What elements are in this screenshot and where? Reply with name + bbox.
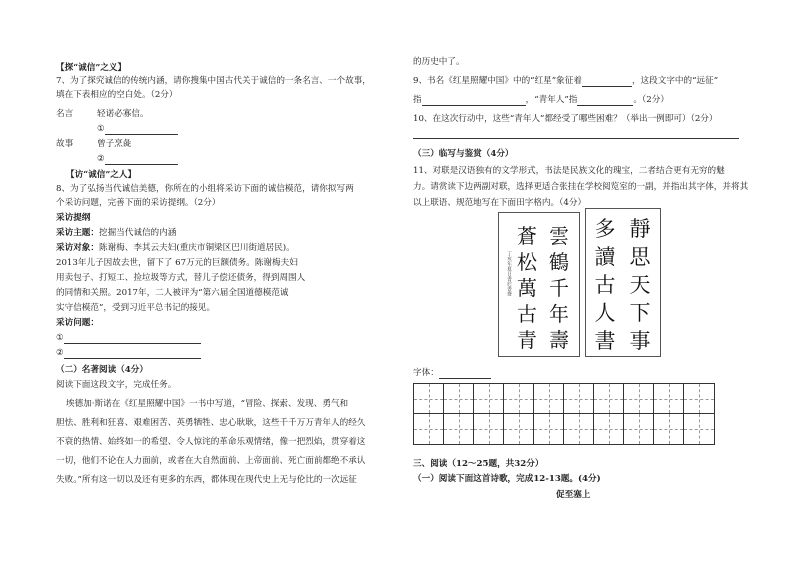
passage-line5: 失败。”所有这一切以及还有更多的东西，都体现在现代史上无与伦比的一次远征 [56,475,357,485]
couplet1_left-char: 蒼 [517,224,537,248]
story-line1: 2013年儿子因故去世，留下了 67万元的巨额债务。陈谢梅夫妇 [56,258,298,268]
tianzige-cell[interactable] [654,384,684,414]
couplet1_right-char: 鶴 [549,250,569,274]
mingyan-answer-field[interactable] [97,123,178,135]
section-fang-heading: 【访“诚信”之人】 [66,170,137,180]
q10-answer-line[interactable] [413,138,739,139]
couplet1_left-char: 青 [517,328,537,352]
tianzige-guide-horizontal [654,429,683,430]
passage-line6: 的历史中了。 [413,57,465,67]
tianzige-guide-horizontal [474,399,503,400]
passage-line1: 埃德加·斯诺在《红星照耀中国》一书中写道，“冒险、探索、发现、勇气和 [66,399,349,409]
couplet2_left-char: 讀 [594,245,616,269]
tianzige-guide-horizontal [594,429,623,430]
tianzige-cell[interactable] [594,384,624,414]
tianzige-cell[interactable] [414,414,444,444]
tianzige-guide-horizontal [534,429,563,430]
couplet2_left-char: 古 [594,273,616,297]
tianzige-guide-horizontal [414,429,443,430]
couplet-one-left-line [513,223,541,353]
tianzige-cell[interactable] [624,414,654,444]
couplet2_right-char: 靜 [629,217,651,241]
couplet2_left-char: 書 [594,329,616,353]
tianzige-cell[interactable] [474,384,504,414]
passage-line3: 不衰的热情、始终如一的希望、令人惊诧的革命乐观情绪，像一把烈焰，贯穿着这 [56,437,366,447]
goal-label: 采访主题： [56,228,99,238]
mingyan-text: 轻诺必寡信。 [97,109,149,119]
q8-line1: 8、为了弘扬当代诚信美德，你所在的小组将采访下面的诚信模范，请你拟写两 [56,184,354,194]
question-circle-one: ① [56,333,64,343]
tianzige-cell[interactable] [444,414,474,444]
couplet-two-left-line [589,215,621,355]
tianzige-guide-horizontal [684,429,714,430]
q9-part-b: ，这段文字中的“远征” [631,76,719,86]
q9-blank-1[interactable] [582,77,632,87]
tianzige-cell[interactable] [564,384,594,414]
section-cx-heading: 【探“诚信”之义】 [56,63,127,73]
tianzige-guide-horizontal [504,429,533,430]
couplet1_right-char: 壽 [549,328,569,352]
couplet2_right-char: 天 [629,273,651,297]
section2-instruction: 阅读下面这段文字，完成任务。 [56,380,177,390]
tianzige-cell[interactable] [504,414,534,444]
reading-section-title: 三、阅读（12～25题，共32分） [413,459,544,469]
tianzige-guide-horizontal [504,399,533,400]
couplet1_left-char: 萬 [517,276,537,300]
couplet2_right-char: 思 [629,245,651,269]
q9-blank-3[interactable] [577,96,633,106]
couplet2_left-char: 人 [594,301,616,325]
section2-title: （二）名著阅读（4分） [56,365,148,375]
object-text: 陈谢梅、李其云夫妇(重庆市铜梁区巴川街道居民)。 [98,243,295,253]
couplet-two-right-line [624,215,656,355]
q9-part-a: 9、书名《红星照耀中国》中的“红星”象征着 [413,76,582,86]
poem-title: 促至塞上 [556,490,591,500]
tianzige-cell[interactable] [534,384,564,414]
tianzige-guide-horizontal [444,399,473,400]
couplet2_right-char: 下 [629,301,651,325]
font-answer-blank[interactable] [439,369,491,379]
passage-line2: 胆怯、胜利和狂喜、艰难困苦、英勇牺牲、忠心耿耿，这些千千万万青年人的经久 [56,418,366,428]
outline-title: 采访提纲 [56,213,91,223]
circle-two: ② [97,154,105,164]
couplet-one-frame [498,212,580,357]
tianzige-cell[interactable] [534,414,564,444]
font-label: 字体： [413,368,439,378]
q9-line2 [413,94,669,106]
q7-line1: 7、为了探究诚信的传统内涵，请你搜集中国古代关于诚信的一条名言、一个故事， [56,76,371,86]
tianzige-cell[interactable] [624,384,654,414]
couplet1_right-char: 千 [549,276,569,300]
tianzige-cell[interactable] [444,384,474,414]
couplet2_right-char: 事 [629,329,651,353]
couplet1_left-char: 松 [517,250,537,274]
story-line2: 用卖包子、打短工、捡垃圾等方式，替儿子偿还债务，得到周围人 [56,273,306,283]
tianzige-guide-horizontal [414,399,443,400]
tianzige-cell[interactable] [414,384,444,414]
passage-line4: 一切，他们不论在人力面前，或者在大自然面前、上帝面前、死亡面前都绝不承认 [56,456,366,466]
q9-line1 [413,75,718,87]
q10-text: 10、在这次行动中，这些“青年人”都经受了哪些困难？（举出一例即可）（2分） [413,114,718,124]
tianzige-guide-horizontal [684,399,714,400]
couplet-one-right-line [545,223,573,353]
reading-subsection-title: （一）阅读下面这首诗歌，完成12-13题。(4分) [413,474,601,484]
tianzige-cell[interactable] [594,414,624,444]
question-field-2[interactable] [56,347,201,359]
font-row [413,367,491,379]
tianzige-cell[interactable] [504,384,534,414]
couplet-one-seal: 丁亥年夏日書於書齋 [506,251,512,296]
object-label: 采访对象： [56,243,99,253]
q11-line2: 力。请赏读下边两副对联，选择更适合张挂在学校阅览室的一副，并指出其字体，并将其 [413,182,749,192]
q11-line3: 以上联语、规范地写在下面田字格内。（4分） [413,198,587,208]
story-line4: 实守信模范”，受到习近平总书记的接见。 [56,303,216,313]
tianzige-cell[interactable] [654,414,684,444]
q8-line2: 个采访问题，完善下面的采访提纲。（2分） [56,198,221,208]
tianzige-guide-horizontal [564,429,593,430]
couplet2_left-char: 多 [594,217,616,241]
q9-part-c: 指 [413,95,422,105]
mingyan-label: 名言 [56,109,74,119]
couplet1_right-char: 年 [549,302,569,326]
goal-text: 挖掘当代诚信的内涵 [98,228,177,238]
tianzige-guide-horizontal [474,429,503,430]
goal-row [56,227,176,239]
tianzige-guide-horizontal [564,399,593,400]
tianzige-guide-horizontal [444,429,473,430]
tianzige-cell[interactable] [684,384,714,414]
q7-line2: 填在下表相应的空白处。（2分） [56,90,178,100]
tianzige-guide-horizontal [624,399,653,400]
tianzige-cell[interactable] [684,414,714,444]
couplet1_right-char: 雲 [549,224,569,248]
q11-line1: 11、对联是汉语独有的文学形式，书法是民族文化的瑰宝，二者结合更有无穷的魅 [413,166,725,176]
gushi-text: 曾子烹彘 [97,139,132,149]
tianzige-guide-horizontal [624,429,653,430]
q9-part-e: 。（2分） [633,95,669,105]
question-field-1[interactable] [56,332,201,344]
q9-blank-2[interactable] [422,96,526,106]
tianzige-cell[interactable] [564,414,594,444]
q9-part-d: ，“青年人”指 [525,95,578,105]
gushi-label: 故事 [56,139,74,149]
tianzige-guide-horizontal [654,399,683,400]
section3-title: （三）临写与鉴赏（4分） [413,149,514,159]
tianzige-grid[interactable] [413,383,715,445]
story-line3: 的同情和关照。2017年，二人被评为“第六届全国道德模范诚 [56,288,289,298]
couplet1_left-char: 古 [517,302,537,326]
question-circle-two: ② [56,348,64,358]
object-row [56,242,295,254]
couplet-two-frame [585,208,661,357]
question-label: 采访问题： [56,318,99,328]
gushi-answer-field[interactable] [97,153,178,165]
tianzige-guide-horizontal [534,399,563,400]
circle-one: ① [97,124,105,134]
tianzige-guide-horizontal [594,399,623,400]
tianzige-cell[interactable] [474,414,504,444]
